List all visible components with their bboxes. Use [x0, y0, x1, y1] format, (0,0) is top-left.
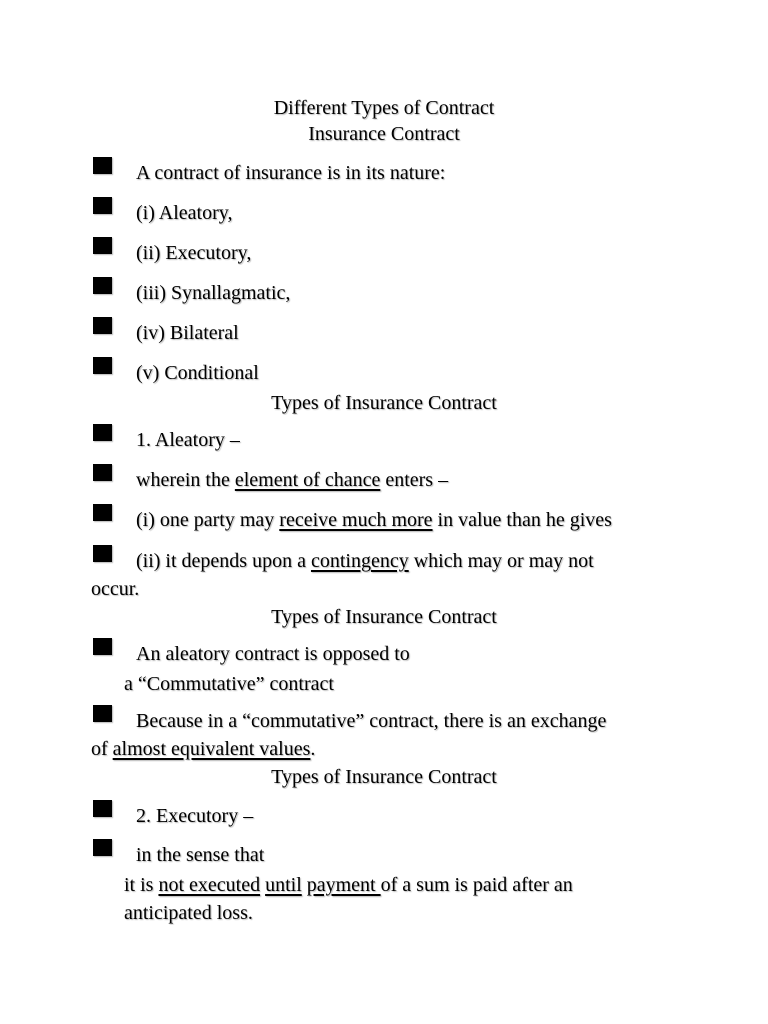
bullet-square	[93, 317, 112, 334]
underlined-phrase: not executed	[158, 874, 261, 896]
underlined-phrase: payment	[306, 874, 381, 896]
bullet-square	[93, 638, 112, 655]
bullet-square	[93, 424, 112, 441]
bullet-square	[93, 545, 112, 562]
bullet-square	[93, 800, 112, 817]
underlined-phrase: until	[265, 874, 302, 896]
list-item: 2. Executory –	[136, 805, 254, 827]
list-item-continuation	[91, 737, 315, 761]
bullet-square	[93, 197, 112, 214]
list-item-continuation: occur.	[91, 578, 140, 600]
bullet-square	[93, 237, 112, 254]
document-title: Different Types of Contract	[273, 97, 495, 119]
list-item: (ii) Executory,	[136, 242, 252, 264]
bullet-square	[93, 277, 112, 294]
text-run: (ii) it depends upon a	[136, 550, 311, 572]
bullet-square	[93, 705, 112, 722]
underlined-phrase: element of chance	[234, 469, 381, 491]
section-heading: Types of Insurance Contract	[271, 766, 497, 788]
underlined-phrase: receive much more	[279, 509, 433, 531]
document-subtitle: Insurance Contract	[308, 123, 460, 145]
list-item: An aleatory contract is opposed to	[136, 643, 410, 665]
list-item	[136, 468, 448, 492]
text-run: in value than he gives	[432, 509, 612, 531]
text-run: wherein the	[136, 469, 235, 491]
list-item: (i) Aleatory,	[136, 202, 233, 224]
text-run: which may or may not	[408, 550, 594, 572]
text-run: it is	[124, 874, 159, 896]
list-item: (iii) Synallagmatic,	[136, 282, 291, 304]
text-run: enters –	[380, 469, 449, 491]
bullet-square	[93, 157, 112, 174]
list-item	[136, 508, 612, 532]
underlined-phrase: contingency	[310, 550, 409, 572]
text-run: (i) one party may	[136, 509, 280, 531]
text-run: .	[310, 738, 316, 760]
list-item: Because in a “commutative” contract, there is an exchange	[136, 710, 607, 732]
bullet-square	[93, 464, 112, 481]
list-item	[136, 549, 594, 573]
list-item: in the sense that	[136, 844, 265, 866]
list-item-continuation	[124, 873, 573, 897]
section-heading: Types of Insurance Contract	[271, 392, 497, 414]
bullet-square	[93, 357, 112, 374]
section-heading: Types of Insurance Contract	[271, 606, 497, 628]
list-item: (v) Conditional	[136, 362, 259, 384]
bullet-square	[93, 504, 112, 521]
underlined-phrase: almost equivalent values	[112, 738, 311, 760]
list-item: 1. Aleatory –	[136, 429, 240, 451]
list-item-continuation: anticipated loss.	[124, 902, 253, 924]
bullet-square	[93, 839, 112, 856]
list-item-continuation: a “Commutative” contract	[124, 673, 334, 695]
list-item: A contract of insurance is in its nature:	[136, 162, 446, 184]
list-item: (iv) Bilateral	[136, 322, 239, 344]
text-run: of	[91, 738, 113, 760]
text-run: of a sum is paid after an	[380, 874, 573, 896]
